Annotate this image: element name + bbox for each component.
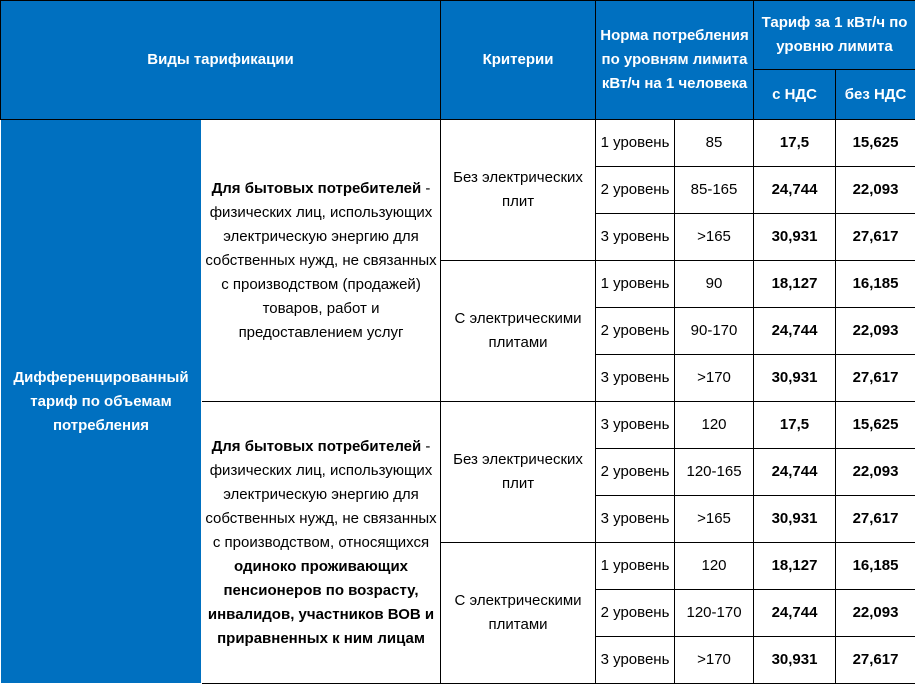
tariff-type-cell: Дифференцированный тариф по объемам потребления <box>1 120 202 684</box>
header-norm: Норма потребления по уровням лимита кВт/ч на 1 человека <box>596 1 754 120</box>
consumer-description-cell <box>202 120 441 402</box>
header-criteria: Критерии <box>441 1 596 120</box>
norm-cell: 85 <box>675 120 754 167</box>
level-cell: 1 уровень <box>596 543 675 590</box>
price-with-vat-cell: 24,744 <box>754 449 836 496</box>
level-cell: 3 уровень <box>596 402 675 449</box>
level-cell: 3 уровень <box>596 214 675 261</box>
price-without-vat-cell: 16,185 <box>836 543 915 590</box>
table-row <box>1 120 915 167</box>
level-cell: 1 уровень <box>596 120 675 167</box>
level-cell: 2 уровень <box>596 590 675 637</box>
header-tariff: Тариф за 1 кВт/ч по уровню лимита <box>754 1 915 70</box>
price-without-vat-cell: 27,617 <box>836 637 915 684</box>
consumer-description-cell <box>202 402 441 684</box>
price-without-vat-cell: 16,185 <box>836 261 915 308</box>
price-without-vat-cell: 15,625 <box>836 402 915 449</box>
header-without-vat: без НДС <box>836 70 915 120</box>
price-without-vat-cell: 22,093 <box>836 449 915 496</box>
norm-cell: 120 <box>675 543 754 590</box>
header-row-1 <box>1 1 915 70</box>
header-with-vat: с НДС <box>754 70 836 120</box>
level-cell: 2 уровень <box>596 167 675 214</box>
consumer-text: - физических лиц, использующих электрическую энергию для собственных нужд, не связанных с производством (продажей) товаров, работ и предоставлением услуг <box>205 179 437 341</box>
price-with-vat-cell: 18,127 <box>754 261 836 308</box>
level-cell: 2 уровень <box>596 308 675 355</box>
price-with-vat-cell: 30,931 <box>754 214 836 261</box>
consumer-title: Для бытовых потребителей <box>211 179 422 197</box>
price-with-vat-cell: 30,931 <box>754 496 836 543</box>
criteria-cell: С электрическими плитами <box>441 261 596 402</box>
norm-cell: 90-170 <box>675 308 754 355</box>
level-cell: 3 уровень <box>596 637 675 684</box>
norm-cell: 90 <box>675 261 754 308</box>
price-without-vat-cell: 27,617 <box>836 214 915 261</box>
level-cell: 3 уровень <box>596 355 675 402</box>
price-with-vat-cell: 24,744 <box>754 167 836 214</box>
price-without-vat-cell: 15,625 <box>836 120 915 167</box>
criteria-cell: Без электрических плит <box>441 402 596 543</box>
consumer-category: одиноко проживающих пенсионеров по возрасту, инвалидов, участников ВОВ и приравненных к ним лицам <box>207 557 435 647</box>
consumer-title: Для бытовых потребителей <box>211 437 422 455</box>
norm-cell: >170 <box>675 355 754 402</box>
norm-cell: 120-170 <box>675 590 754 637</box>
norm-cell: 120 <box>675 402 754 449</box>
norm-cell: >165 <box>675 496 754 543</box>
level-cell: 2 уровень <box>596 449 675 496</box>
price-with-vat-cell: 24,744 <box>754 590 836 637</box>
norm-cell: >165 <box>675 214 754 261</box>
criteria-cell: С электрическими плитами <box>441 543 596 684</box>
price-with-vat-cell: 17,5 <box>754 120 836 167</box>
price-with-vat-cell: 30,931 <box>754 355 836 402</box>
price-without-vat-cell: 22,093 <box>836 308 915 355</box>
price-with-vat-cell: 18,127 <box>754 543 836 590</box>
price-with-vat-cell: 24,744 <box>754 308 836 355</box>
level-cell: 1 уровень <box>596 261 675 308</box>
norm-cell: 120-165 <box>675 449 754 496</box>
price-without-vat-cell: 27,617 <box>836 355 915 402</box>
consumer-text: - физических лиц, использующих электрическую энергию для собственных нужд, не связанных с производством, относящихся <box>205 437 437 551</box>
price-without-vat-cell: 27,617 <box>836 496 915 543</box>
norm-cell: 85-165 <box>675 167 754 214</box>
price-without-vat-cell: 22,093 <box>836 590 915 637</box>
header-types: Виды тарификации <box>1 1 441 120</box>
price-with-vat-cell: 17,5 <box>754 402 836 449</box>
level-cell: 3 уровень <box>596 496 675 543</box>
criteria-cell: Без электрических плит <box>441 120 596 261</box>
tariff-body <box>1 120 915 684</box>
price-without-vat-cell: 22,093 <box>836 167 915 214</box>
price-with-vat-cell: 30,931 <box>754 637 836 684</box>
norm-cell: >170 <box>675 637 754 684</box>
